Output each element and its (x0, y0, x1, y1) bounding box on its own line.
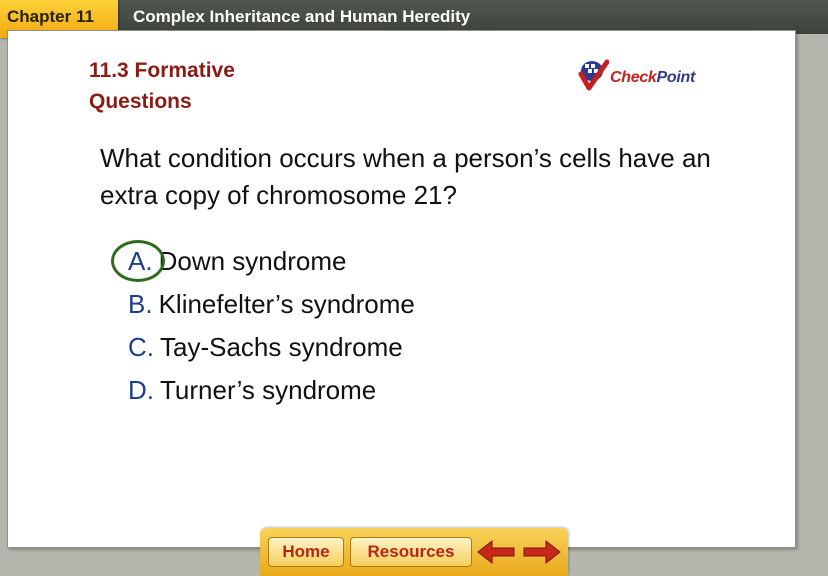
answer-text: Klinefelter’s syndrome (158, 289, 415, 319)
checkpoint-logo-text (610, 69, 695, 87)
answer-text: Turner’s syndrome (160, 375, 377, 405)
answer-letter: C. (128, 332, 154, 362)
checkpoint-logo (572, 54, 744, 96)
answer-letter: D. (128, 375, 154, 405)
logo-text-point: Point (656, 69, 696, 86)
checkmark-icon (577, 58, 609, 92)
chapter-tab: Chapter 11 (0, 0, 118, 38)
answer-text: Tay-Sachs syndrome (160, 332, 403, 362)
correct-answer-circle (111, 240, 165, 282)
home-button[interactable]: Home (268, 537, 344, 567)
section-title (89, 55, 235, 117)
question-text: What condition occurs when a person’s cells have an extra copy of chromosome 21? (100, 143, 711, 210)
answer-option-d[interactable] (128, 369, 415, 412)
bottom-nav-bar (260, 528, 568, 576)
answer-option-a[interactable] (128, 240, 415, 283)
answer-option-b[interactable] (128, 283, 415, 326)
logo-text-check: Check (610, 69, 657, 86)
section-title-line2: Questions (89, 90, 192, 113)
forward-arrow-icon[interactable] (522, 539, 562, 565)
answer-text: Down syndrome (158, 246, 347, 276)
answer-letter: B. (128, 289, 153, 319)
answer-option-c[interactable] (128, 326, 415, 369)
chapter-title: Complex Inheritance and Human Heredity (133, 7, 471, 26)
answer-letter: A. (128, 246, 153, 276)
back-arrow-icon[interactable] (476, 539, 516, 565)
resources-button[interactable]: Resources (350, 537, 472, 567)
section-title-line1: 11.3 Formative (89, 59, 235, 82)
answer-list (128, 240, 415, 412)
